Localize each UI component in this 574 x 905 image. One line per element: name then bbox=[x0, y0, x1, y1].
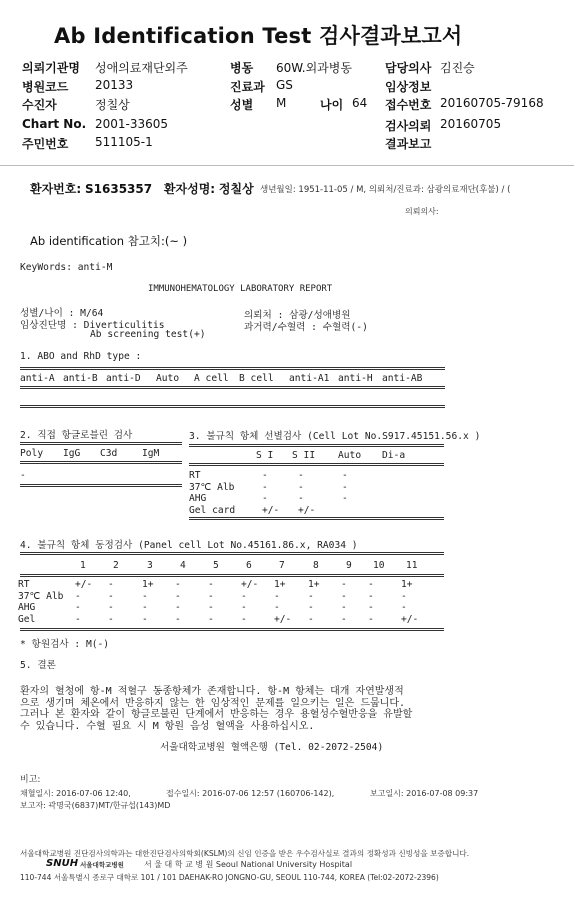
dat-col-header: IgM bbox=[142, 448, 160, 459]
header-value: M bbox=[276, 96, 287, 110]
abo-col-header: A cell bbox=[194, 373, 229, 384]
report-title: Ab Identification Test 검사결과보고서 bbox=[54, 24, 463, 48]
panel-row-label: 37℃ Alb bbox=[18, 590, 64, 602]
dat-col-header: Poly bbox=[20, 448, 44, 459]
header-value: 511105-1 bbox=[95, 135, 153, 149]
header-label: 수진자 bbox=[22, 98, 57, 112]
panel-row-label: AHG bbox=[18, 602, 36, 613]
sec2-title: 2. 직접 항글로블린 검사 bbox=[20, 430, 133, 441]
screening-cell: +/- bbox=[298, 504, 316, 516]
panel-cell: - bbox=[241, 590, 247, 602]
header-value: 성애의료재단외주 bbox=[95, 61, 188, 75]
screening-row-label: 37℃ Alb bbox=[189, 481, 235, 493]
panel-cell: - bbox=[75, 613, 81, 625]
conclusion-line: 으로 생기며 체온에서 반응하지 않는 한 임상적인 문제를 일으키는 일은 드뭅니다. bbox=[20, 697, 406, 709]
panel-cell: - bbox=[175, 579, 181, 590]
patient-no: S1635357 bbox=[85, 182, 153, 196]
screening-cell: - bbox=[298, 470, 304, 481]
panel-row-label: RT bbox=[18, 579, 30, 590]
panel-col-header: 8 bbox=[313, 560, 319, 571]
screening-cell: - bbox=[342, 470, 348, 481]
rule bbox=[20, 405, 445, 408]
abo-col-header: Auto bbox=[156, 373, 180, 384]
hospital-address: 110-744 서울특별시 종로구 대학로 101 / 101 DAEHAK-RO JONGNO-GU, SEOUL 110-744, KOREA (Tel:02-2072-2396) bbox=[20, 873, 439, 882]
patient-name-label: 환자성명: bbox=[163, 182, 216, 196]
info-sex-age: 성별/나이 : M/64 bbox=[20, 308, 104, 319]
info-client: 의뢰처 : 삼광/성애병원 bbox=[244, 310, 351, 321]
panel-col-header: 9 bbox=[346, 560, 352, 571]
panel-cell: - bbox=[341, 590, 347, 602]
panel-cell: - bbox=[75, 590, 81, 602]
screening-cell: - bbox=[262, 481, 268, 493]
panel-cell: - bbox=[108, 602, 114, 613]
abo-col-header: anti-B bbox=[63, 373, 98, 384]
panel-col-header: 3 bbox=[147, 560, 153, 571]
certification-note: 서울대학교병원 진단검사의학과는 대한진단검사의학회(KSLM)의 신임 인증을 받은 우수검사실로 결과의 정확성과 신빙성을 보증합니다. bbox=[20, 849, 470, 858]
collected-time: 채혈일시: 2016-07-06 12:40, bbox=[20, 789, 131, 798]
header-value: 김진승 bbox=[440, 61, 475, 75]
reporter: 보고자: 곽명국(6837)MT/한규섭(143)MD bbox=[20, 801, 171, 810]
panel-cell: - bbox=[341, 579, 347, 590]
panel-cell: - bbox=[368, 602, 374, 613]
keywords: KeyWords: anti-M bbox=[20, 262, 113, 273]
header-label: Chart No. bbox=[22, 117, 87, 131]
rule bbox=[20, 628, 444, 631]
abo-col-header: anti-A1 bbox=[289, 373, 330, 384]
reported-time: 보고일시: 2016-07-08 09:37 bbox=[370, 789, 479, 798]
screening-cell: - bbox=[342, 481, 348, 493]
patient-no-label: 환자번호: bbox=[30, 182, 82, 196]
panel-cell: - bbox=[108, 613, 114, 625]
panel-cell: +/- bbox=[401, 613, 419, 625]
rule bbox=[20, 386, 445, 389]
patient-bar-doctor: 의뢰의사: bbox=[405, 207, 439, 216]
snuh-logo-korean: 서울대학교병원 bbox=[80, 861, 124, 869]
hospital-name: 서 울 대 학 교 병 원 Seoul National University Hospital bbox=[144, 860, 353, 869]
antigen-test: * 항원검사 : M(-) bbox=[20, 639, 110, 650]
panel-col-header: 11 bbox=[406, 560, 418, 571]
panel-cell: +/- bbox=[274, 613, 292, 625]
panel-cell: - bbox=[142, 613, 148, 625]
header-label: 결과보고 bbox=[385, 137, 432, 151]
panel-cell: +/- bbox=[75, 579, 93, 590]
blood-bank-signature: 서울대학교병원 혈액은행 (Tel. 02-2072-2504) bbox=[160, 742, 384, 753]
conclusion-line: 환자의 혈청에 항-M 적혈구 동종항체가 존재합니다. 항-M 항체는 대개 자연발생적 bbox=[20, 686, 404, 697]
panel-cell: - bbox=[308, 602, 314, 613]
abo-col-header: anti-D bbox=[106, 373, 141, 384]
panel-cell: - bbox=[175, 613, 181, 625]
screening-cell: +/- bbox=[262, 504, 280, 516]
header-value: 2001-33605 bbox=[95, 117, 169, 131]
info-diagnosis-2: Ab screening test(+) bbox=[90, 329, 206, 340]
panel-cell: - bbox=[401, 590, 407, 602]
header-value: 20133 bbox=[95, 78, 134, 92]
panel-cell: +/- bbox=[241, 579, 259, 590]
panel-cell: - bbox=[208, 613, 214, 625]
rule bbox=[20, 484, 182, 487]
received-time: 접수일시: 2016-07-06 12:57 (160706-142), bbox=[166, 789, 335, 798]
screening-row-label: Gel card bbox=[189, 504, 236, 516]
header-label: 진료과 bbox=[230, 80, 265, 94]
panel-cell: - bbox=[368, 590, 374, 602]
header-label: 담당의사 bbox=[385, 61, 432, 75]
panel-cell: 1+ bbox=[274, 579, 286, 590]
header-label: 접수번호 bbox=[385, 98, 432, 112]
rule bbox=[20, 552, 444, 555]
screening-col-header: Di-a bbox=[382, 450, 406, 461]
header-value: 60W.외과병동 bbox=[276, 61, 352, 75]
dat-col-header: IgG bbox=[63, 448, 81, 459]
conclusion-line: 수 있습니다. 수혈 필요 시 M 항원 음성 혈액을 사용하십시오. bbox=[20, 720, 315, 732]
sec5-title: 5. 결론 bbox=[20, 660, 56, 671]
panel-cell: - bbox=[208, 590, 214, 602]
panel-cell: - bbox=[241, 602, 247, 613]
panel-cell: - bbox=[108, 590, 114, 602]
info-diagnosis: 임상진단명 : Diverticulitis bbox=[20, 320, 165, 331]
header-value: 20160705-79168 bbox=[440, 96, 544, 110]
panel-col-header: 1 bbox=[80, 560, 86, 571]
header-value: GS bbox=[276, 78, 293, 92]
panel-cell: - bbox=[108, 579, 114, 590]
panel-col-header: 5 bbox=[213, 560, 219, 571]
rule bbox=[20, 367, 445, 370]
panel-cell: - bbox=[341, 602, 347, 613]
panel-cell: - bbox=[308, 613, 314, 625]
rule bbox=[20, 461, 182, 464]
abo-col-header: anti-AB bbox=[382, 373, 423, 384]
lab-report-title: IMMUNOHEMATOLOGY LABORATORY REPORT bbox=[148, 284, 333, 294]
remarks-label: 비고: bbox=[20, 775, 41, 785]
panel-col-header: 4 bbox=[180, 560, 186, 571]
screening-col-header: S II bbox=[292, 450, 316, 461]
panel-cell: - bbox=[142, 602, 148, 613]
conclusion-line: 그러나 본 환자와 같이 항글로불린 단계에서 반응하는 경우 용혈성수혈반응을 유발할 bbox=[20, 709, 413, 720]
header-label: 병원코드 bbox=[22, 80, 69, 94]
panel-cell: - bbox=[274, 590, 280, 602]
panel-col-header: 6 bbox=[246, 560, 252, 571]
panel-cell: - bbox=[341, 613, 347, 625]
panel-cell: - bbox=[208, 579, 214, 590]
dat-value: - bbox=[20, 470, 26, 481]
sec3-title: 3. 불규칙 항체 선별검사 (Cell Lot No.S917.45151.56.x ) bbox=[189, 431, 481, 442]
panel-cell: - bbox=[75, 602, 81, 613]
dat-col-header: C3d bbox=[100, 448, 118, 459]
panel-cell: 1+ bbox=[308, 579, 320, 590]
header-label: 성별 bbox=[230, 98, 254, 112]
patient-bar bbox=[30, 180, 254, 197]
panel-row-label: Gel bbox=[18, 613, 36, 625]
snuh-logo: SNUH bbox=[46, 858, 79, 869]
header-label: 임상정보 bbox=[385, 80, 432, 94]
rule bbox=[20, 442, 182, 445]
panel-col-header: 2 bbox=[113, 560, 119, 571]
abo-col-header: anti-A bbox=[20, 373, 55, 384]
rule bbox=[20, 574, 444, 577]
screening-cell: - bbox=[262, 493, 268, 504]
header-label: 의뢰기관명 bbox=[22, 61, 80, 75]
panel-cell: - bbox=[175, 590, 181, 602]
screening-cell: - bbox=[262, 470, 268, 481]
panel-cell: - bbox=[208, 602, 214, 613]
panel-col-header: 7 bbox=[279, 560, 285, 571]
screening-row-label: RT bbox=[189, 470, 201, 481]
screening-cell: - bbox=[298, 493, 304, 504]
panel-cell: - bbox=[241, 613, 247, 625]
panel-col-header: 10 bbox=[373, 560, 385, 571]
header-label: 주민번호 bbox=[22, 137, 69, 151]
screening-col-header: Auto bbox=[338, 450, 362, 461]
rule bbox=[189, 444, 444, 447]
panel-cell: - bbox=[401, 602, 407, 613]
panel-cell: - bbox=[142, 590, 148, 602]
panel-cell: - bbox=[274, 602, 280, 613]
header-label: 병동 bbox=[230, 61, 254, 75]
screening-row-label: AHG bbox=[189, 493, 207, 504]
screening-cell: - bbox=[342, 493, 348, 504]
header-value: 20160705 bbox=[440, 117, 502, 131]
info-history: 과거력/수혈력 : 수혈력(-) bbox=[244, 322, 368, 333]
age-label: 나이 bbox=[320, 98, 344, 112]
abo-col-header: anti-H bbox=[338, 373, 373, 384]
panel-cell: - bbox=[368, 613, 374, 625]
screening-col-header: S I bbox=[256, 450, 274, 461]
abo-col-header: B cell bbox=[239, 373, 274, 384]
panel-cell: - bbox=[308, 590, 314, 602]
rule bbox=[189, 463, 444, 466]
header-value: 정칠상 bbox=[95, 98, 130, 112]
screening-cell: - bbox=[298, 481, 304, 493]
patient-bar-rest: 생년월일: 1951-11-05 / M, 의뢰처/진료과: 삼광의료재단(후불) / ( bbox=[260, 185, 511, 195]
sec4-title: 4. 불규칙 항체 동정검사 (Panel cell Lot No.45161.86.x, RA034 ) bbox=[20, 540, 358, 551]
test-title: Ab identification 참고치:(~ ) bbox=[30, 234, 188, 248]
panel-cell: 1+ bbox=[401, 579, 413, 590]
panel-cell: - bbox=[368, 579, 374, 590]
patient-name: 정칠상 bbox=[218, 182, 254, 196]
panel-cell: - bbox=[175, 602, 181, 613]
rule bbox=[189, 517, 444, 520]
header-label: 검사의뢰 bbox=[385, 119, 432, 133]
age-value: 64 bbox=[352, 96, 368, 110]
sec1-title: 1. ABO and RhD type : bbox=[20, 351, 142, 362]
panel-cell: 1+ bbox=[142, 579, 154, 590]
